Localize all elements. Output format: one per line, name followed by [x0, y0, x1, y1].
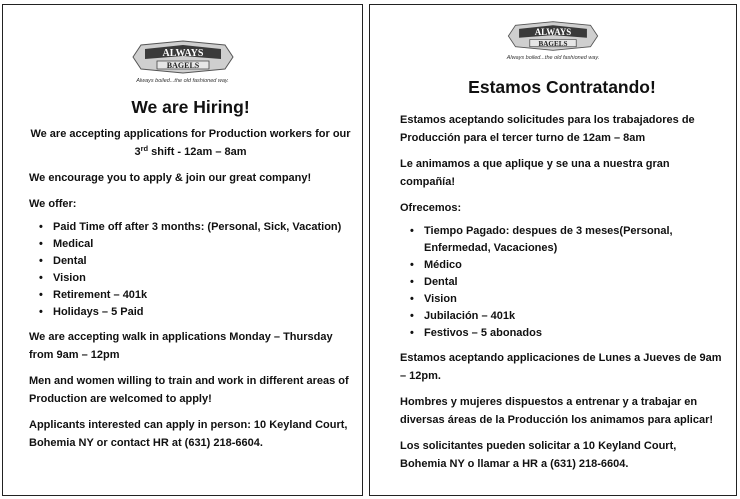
- english-flyer: [2, 4, 363, 496]
- intro-text: [29, 125, 352, 161]
- list-item: • Dental: [410, 274, 724, 291]
- logo-block: [370, 18, 736, 61]
- list-item: • Tiempo Pagado: despues de 3 meses(Personal, Enfermedad, Vacaciones): [410, 223, 724, 257]
- offer-heading: Ofrecemos:: [400, 202, 462, 214]
- list-item: • Vision: [410, 291, 724, 308]
- tagline: Always boiled...the old fashioned way.: [136, 78, 229, 84]
- walkin-text: We are accepting walk in applications Monday – Thursday from 9am – 12pm: [29, 331, 333, 361]
- page-title: Estamos Contratando!: [468, 77, 656, 97]
- logo-line2: BAGELS: [166, 61, 199, 70]
- encourage-text: Le animamos a que aplique y se una a nuestra gran compañía!: [400, 158, 670, 188]
- list-item: • Festivos – 5 abonados: [410, 325, 724, 342]
- intro-text: Estamos aceptando solicitudes para los trabajadores de Producción para el tercer turno de 12am – 8am: [400, 114, 695, 144]
- spanish-flyer: [369, 4, 737, 496]
- intro-line1: We are accepting applications for Production workers for our: [30, 128, 351, 140]
- list-item: • Vision: [39, 270, 352, 287]
- list-item: • Holidays – 5 Paid: [39, 304, 352, 321]
- intro-suffix: rd: [140, 144, 149, 153]
- list-item: • Medical: [39, 236, 352, 253]
- offer-heading: We offer:: [29, 198, 77, 210]
- always-bagels-logo: [127, 37, 239, 77]
- benefits-list: [39, 219, 352, 321]
- list-item: • Retirement – 401k: [39, 287, 352, 304]
- tagline: Always boiled...the old fashioned way.: [506, 55, 600, 61]
- logo-line2: BAGELS: [538, 39, 568, 48]
- benefits-list: [410, 223, 724, 342]
- list-item: • Médico: [410, 257, 724, 274]
- list-item: • Paid Time off after 3 months: (Personal, Sick, Vacation): [39, 219, 352, 236]
- encourage-text: We encourage you to apply & join our great company!: [29, 172, 312, 184]
- intro-ordinal: 3: [134, 146, 141, 158]
- welcome-text: Men and women willing to train and work in different areas of Production are welcomed to apply!: [29, 375, 349, 405]
- contact-text: Los solicitantes pueden solicitar a 10 Keyland Court, Bohemia NY o llamar a HR a (631) 218-6604.: [400, 440, 677, 470]
- logo-line1: ALWAYS: [534, 27, 572, 38]
- logo-line1: ALWAYS: [162, 48, 203, 59]
- list-item: • Dental: [39, 253, 352, 270]
- walkin-text: Estamos aceptando applicaciones de Lunes a Jueves de 9am – 12pm.: [400, 352, 722, 382]
- logo-block: [3, 37, 362, 84]
- welcome-text: Hombres y mujeres dispuestos a entrenar y a trabajar en diversas áreas de la Producción los animamos para aplicar!: [400, 396, 714, 426]
- intro-rest: shift - 12am – 8am: [148, 146, 247, 158]
- page-title: We are Hiring!: [131, 97, 250, 117]
- always-bagels-logo: [503, 18, 603, 54]
- list-item: • Jubilación – 401k: [410, 308, 724, 325]
- contact-text: Applicants interested can apply in person: 10 Keyland Court, Bohemia NY or contact HR at (631) 218-6604.: [29, 419, 348, 449]
